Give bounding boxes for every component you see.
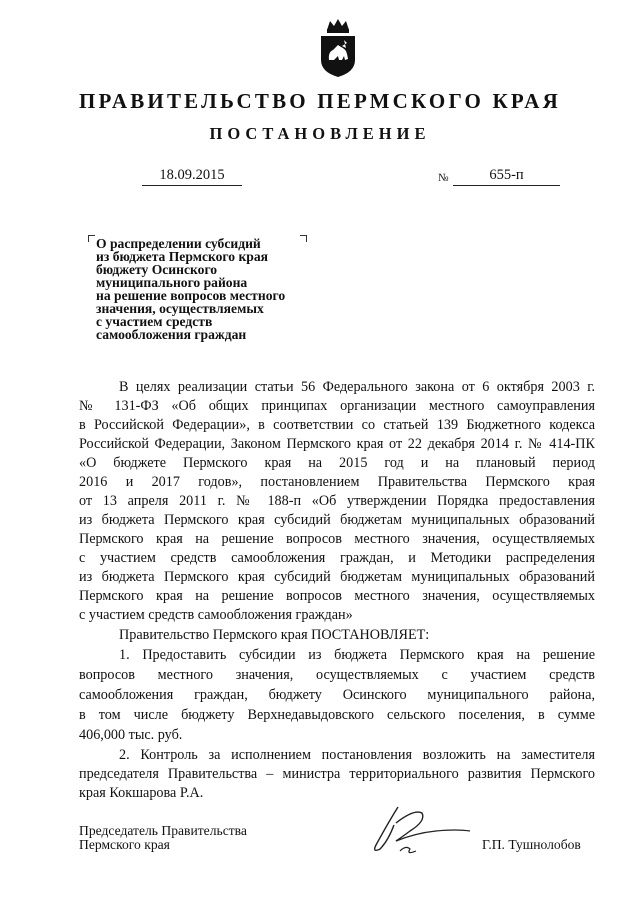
body-line: 2. Контроль за исполнением постановления возложить на заместителя: [119, 747, 595, 763]
body-line: из бюджета Пермского края субсидий бюджетам муниципальных образований: [79, 569, 595, 585]
body-line: Российской Федерации, Законом Пермского края от 22 декабря 2014 г. № 414-ПК: [79, 436, 595, 452]
body-line: края Кокшарова Р.А.: [79, 785, 204, 801]
document-date: 18.09.2015: [142, 167, 242, 186]
body-line: с участием средств самообложения граждан»: [79, 607, 353, 623]
subject-line: на решение вопросов местного: [96, 288, 286, 303]
body-line: 406,000 тыс. руб.: [79, 727, 183, 743]
document-type-heading: ПОСТАНОВЛЕНИЕ: [209, 124, 431, 143]
signer-name: Г.П. Тушнолобов: [482, 837, 581, 852]
body-line: «О бюджете Пермского края на 2015 год и на плановый период: [79, 455, 595, 471]
body-line: 2016 и 2017 годов», постановлением Правительства Пермского края: [79, 474, 595, 490]
handwritten-signature-icon: [366, 801, 476, 863]
body-line: в Российской Федерации», в соответствии со статьей 139 Бюджетного кодекса: [79, 417, 595, 433]
subject-line: О распределении субсидий: [96, 236, 261, 251]
subject-line: из бюджета Пермского края: [96, 249, 269, 264]
resolution-statement: Правительство Пермского края ПОСТАНОВЛЯЕТ:: [119, 627, 430, 643]
body-line: В целях реализации статьи 56 Федерального закона от 6 октября 2003 г.: [119, 379, 595, 395]
body-line: председателя Правительства – министра территориального развития Пермского: [79, 766, 595, 782]
subject-line: самообложения граждан: [96, 327, 247, 342]
body-line: 1. Предоставить субсидии из бюджета Пермского края на решение: [119, 647, 595, 663]
subject-corner-mark-left: [88, 235, 95, 242]
subject-line: значения, осуществляемых: [96, 301, 264, 316]
body-line: с участием средств самообложения граждан, и Методики распределения: [79, 550, 595, 566]
signer-position: Председатель Правительства: [79, 823, 247, 838]
perm-krai-coat-of-arms-icon: [318, 16, 358, 78]
body-line: из бюджета Пермского края субсидий бюджетам муниципальных образований: [79, 512, 595, 528]
body-line: самообложения граждан, бюджету Осинского муниципального района,: [79, 687, 595, 703]
body-line: в том числе бюджету Верхнедавыдовского сельского поселения, в сумме: [79, 707, 595, 723]
body-line: № 131-ФЗ «Об общих принципах организации местного самоуправления: [79, 398, 595, 414]
body-line: Пермского края на решение вопросов местного значения, осуществляемых: [79, 588, 595, 604]
body-line: от 13 апреля 2011 г. № 188-п «Об утверждении Порядка предоставления: [79, 493, 595, 509]
subject-line: бюджету Осинского: [96, 262, 218, 277]
number-label: №: [438, 172, 449, 184]
subject-line: с участием средств: [96, 314, 213, 329]
document-number: 655-п: [453, 167, 560, 186]
organization-title: ПРАВИТЕЛЬСТВО ПЕРМСКОГО КРАЯ: [78, 89, 561, 113]
body-line: Пермского края на решение вопросов местного значения, осуществляемых: [79, 531, 595, 547]
signer-position: Пермского края: [79, 837, 170, 852]
body-line: вопросов местного значения, осуществляемых с участием средств: [79, 667, 595, 683]
subject-corner-mark-right: [300, 235, 307, 242]
subject-line: муниципального района: [96, 275, 248, 290]
